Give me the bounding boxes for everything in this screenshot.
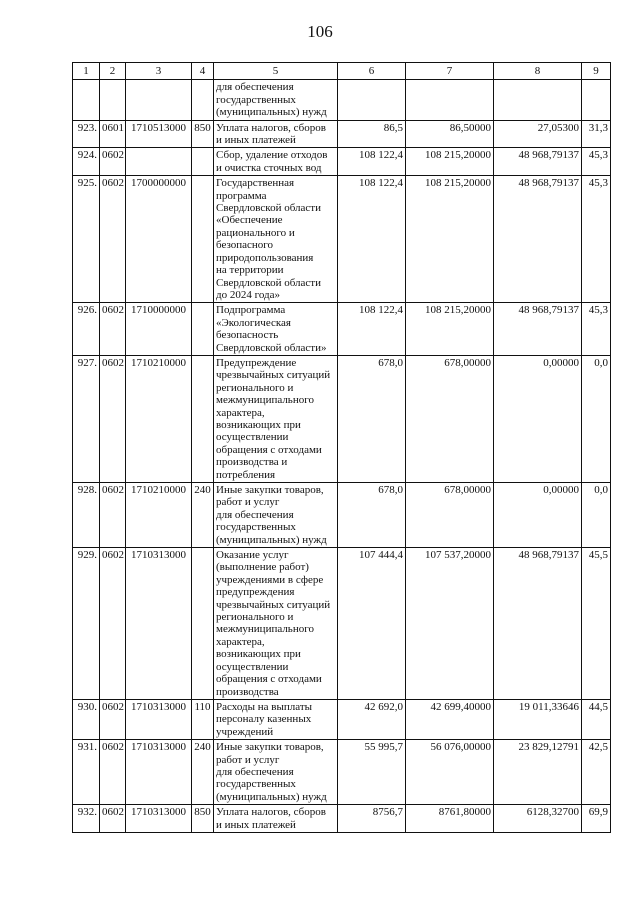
execution-percent: 44,5: [582, 699, 611, 739]
execution-percent: 45,3: [582, 303, 611, 356]
expense-name: для обеспечения государственных (муниципальных) нужд: [214, 80, 338, 120]
table-row: [73, 483, 611, 548]
row-number: 926.: [73, 303, 100, 356]
executed-amount: 23 829,12791: [494, 740, 582, 805]
target-article-code: 1710313000: [126, 805, 192, 833]
expense-name: Оказание услуг (выполнение работ) учреждениями в сфере предупреждения чрезвычайных ситуаций регионального и межмуниципального характера, возникающих при осуществлении обращения с отходами производства: [214, 548, 338, 700]
execution-percent: 69,9: [582, 805, 611, 833]
planned-amount: 108 215,20000: [406, 176, 494, 303]
expense-type-code: 240: [192, 483, 214, 548]
expense-name: Иные закупки товаров, работ и услуг для обеспечения государственных (муниципальных) нужд: [214, 740, 338, 805]
section-code: 0602: [100, 148, 126, 176]
row-number: 923.: [73, 120, 100, 148]
table-row: [73, 699, 611, 739]
executed-amount: 48 968,79137: [494, 148, 582, 176]
expense-type-code: [192, 303, 214, 356]
section-code: 0601: [100, 120, 126, 148]
header-row: [73, 63, 611, 80]
planned-amount: 8761,80000: [406, 805, 494, 833]
planned-amount: 678,00000: [406, 483, 494, 548]
approved-amount: [338, 80, 406, 120]
row-number: [73, 80, 100, 120]
executed-amount: 0,00000: [494, 483, 582, 548]
section-code: 0602: [100, 303, 126, 356]
expense-type-code: 110: [192, 699, 214, 739]
expense-type-code: 240: [192, 740, 214, 805]
row-number: 927.: [73, 355, 100, 482]
execution-percent: 42,5: [582, 740, 611, 805]
target-article-code: [126, 148, 192, 176]
execution-percent: 31,3: [582, 120, 611, 148]
target-article-code: 1710313000: [126, 548, 192, 700]
row-number: 929.: [73, 548, 100, 700]
execution-percent: 0,0: [582, 355, 611, 482]
approved-amount: 108 122,4: [338, 176, 406, 303]
planned-amount: 108 215,20000: [406, 148, 494, 176]
execution-percent: 45,5: [582, 548, 611, 700]
planned-amount: 56 076,00000: [406, 740, 494, 805]
approved-amount: 86,5: [338, 120, 406, 148]
row-number: 928.: [73, 483, 100, 548]
planned-amount: 108 215,20000: [406, 303, 494, 356]
section-code: 0602: [100, 805, 126, 833]
expense-name: Иные закупки товаров, работ и услуг для обеспечения государственных (муниципальных) нужд: [214, 483, 338, 548]
approved-amount: 42 692,0: [338, 699, 406, 739]
section-code: 0602: [100, 176, 126, 303]
approved-amount: 8756,7: [338, 805, 406, 833]
target-article-code: 1710313000: [126, 740, 192, 805]
execution-percent: 45,3: [582, 176, 611, 303]
target-article-code: 1710513000: [126, 120, 192, 148]
table-row: [73, 548, 611, 700]
expense-name: Уплата налогов, сборов и иных платежей: [214, 120, 338, 148]
column-header-1: 1: [73, 63, 100, 80]
approved-amount: 678,0: [338, 483, 406, 548]
executed-amount: 48 968,79137: [494, 548, 582, 700]
column-header-9: 9: [582, 63, 611, 80]
expense-name: Сбор, удаление отходов и очистка сточных вод: [214, 148, 338, 176]
table-row: [73, 148, 611, 176]
target-article-code: 1710210000: [126, 483, 192, 548]
target-article-code: 1710313000: [126, 699, 192, 739]
row-number: 932.: [73, 805, 100, 833]
section-code: 0602: [100, 548, 126, 700]
section-code: 0602: [100, 355, 126, 482]
execution-percent: 0,0: [582, 483, 611, 548]
executed-amount: 6128,32700: [494, 805, 582, 833]
planned-amount: 678,00000: [406, 355, 494, 482]
table-row: [73, 80, 611, 120]
executed-amount: 27,05300: [494, 120, 582, 148]
expense-type-code: 850: [192, 120, 214, 148]
planned-amount: 107 537,20000: [406, 548, 494, 700]
executed-amount: 48 968,79137: [494, 303, 582, 356]
table-row: [73, 176, 611, 303]
column-header-8: 8: [494, 63, 582, 80]
target-article-code: 1710210000: [126, 355, 192, 482]
expense-name: Расходы на выплаты персоналу казенных учреждений: [214, 699, 338, 739]
target-article-code: 1710000000: [126, 303, 192, 356]
approved-amount: 107 444,4: [338, 548, 406, 700]
section-code: 0602: [100, 699, 126, 739]
column-header-2: 2: [100, 63, 126, 80]
column-header-6: 6: [338, 63, 406, 80]
executed-amount: 0,00000: [494, 355, 582, 482]
table-row: [73, 120, 611, 148]
expense-type-code: [192, 148, 214, 176]
planned-amount: 42 699,40000: [406, 699, 494, 739]
expense-name: Предупреждение чрезвычайных ситуаций регионального и межмуниципального характера, возникающих при осуществлении обращения с отходами производства и потребления: [214, 355, 338, 482]
expense-type-code: [192, 355, 214, 482]
approved-amount: 678,0: [338, 355, 406, 482]
planned-amount: 86,50000: [406, 120, 494, 148]
table-row: [73, 303, 611, 356]
table-row: [73, 355, 611, 482]
row-number: 930.: [73, 699, 100, 739]
column-header-5: 5: [214, 63, 338, 80]
executed-amount: [494, 80, 582, 120]
table-body: [73, 80, 611, 833]
row-number: 931.: [73, 740, 100, 805]
approved-amount: 55 995,7: [338, 740, 406, 805]
expense-type-code: [192, 176, 214, 303]
planned-amount: [406, 80, 494, 120]
expense-name: Уплата налогов, сборов и иных платежей: [214, 805, 338, 833]
table-row: [73, 805, 611, 833]
expense-name: Подпрограмма «Экологическая безопасность Свердловской области»: [214, 303, 338, 356]
executed-amount: 48 968,79137: [494, 176, 582, 303]
executed-amount: 19 011,33646: [494, 699, 582, 739]
execution-percent: 45,3: [582, 148, 611, 176]
page-number: 106: [307, 22, 333, 41]
section-code: [100, 80, 126, 120]
target-article-code: [126, 80, 192, 120]
target-article-code: 1700000000: [126, 176, 192, 303]
row-number: 925.: [73, 176, 100, 303]
expense-name: Государственная программа Свердловской области «Обеспечение рационального и безопасного природопользования на территории Свердловской области до 2024 года»: [214, 176, 338, 303]
row-number: 924.: [73, 148, 100, 176]
expense-type-code: [192, 80, 214, 120]
execution-percent: [582, 80, 611, 120]
section-code: 0602: [100, 740, 126, 805]
column-header-3: 3: [126, 63, 192, 80]
expense-type-code: 850: [192, 805, 214, 833]
column-header-4: 4: [192, 63, 214, 80]
expense-type-code: [192, 548, 214, 700]
section-code: 0602: [100, 483, 126, 548]
budget-table: [72, 62, 611, 833]
approved-amount: 108 122,4: [338, 148, 406, 176]
approved-amount: 108 122,4: [338, 303, 406, 356]
table-row: [73, 740, 611, 805]
column-header-7: 7: [406, 63, 494, 80]
